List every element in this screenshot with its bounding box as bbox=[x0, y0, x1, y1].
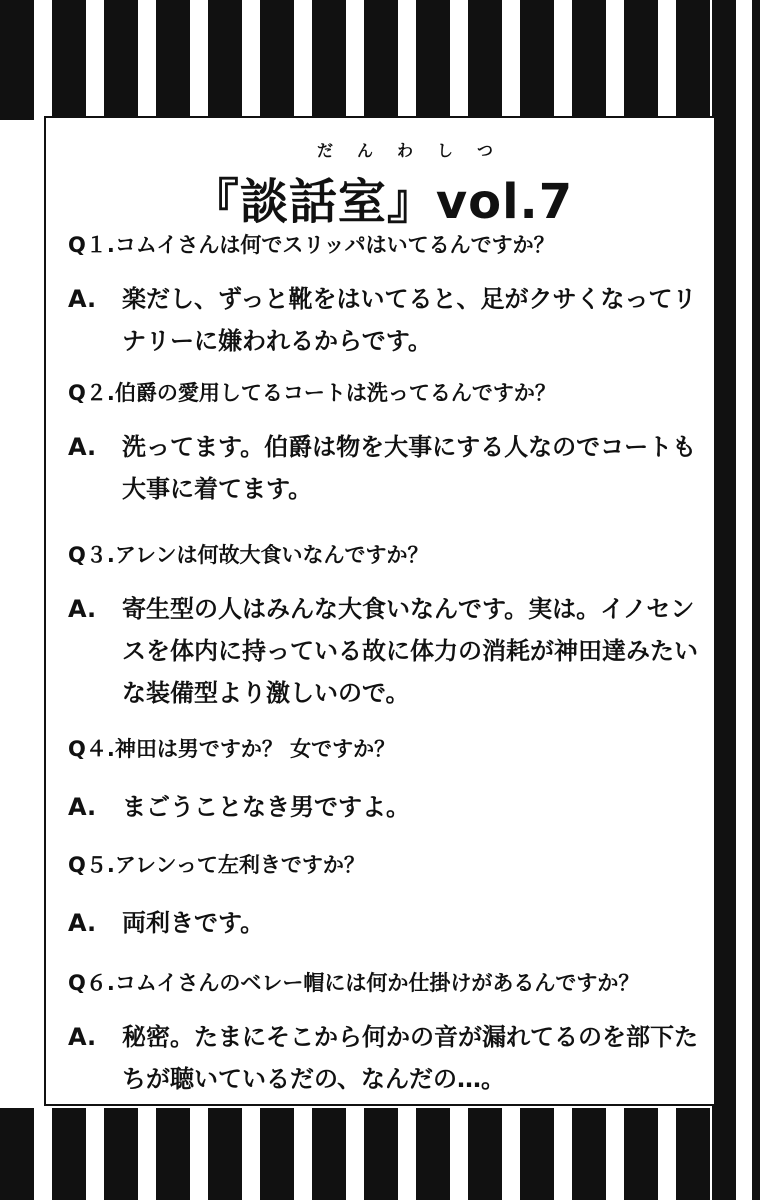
top-stripe-border bbox=[0, 0, 760, 120]
answer-text: 秘密。たまにそこから何かの音が漏れてるのを部下たちが聴いているだの、なんだの…。 bbox=[122, 1023, 698, 1093]
qa-item-6 bbox=[68, 964, 698, 1100]
bottom-stripe-border bbox=[0, 1108, 760, 1200]
qa-item-4 bbox=[68, 730, 698, 828]
answer-label: A. bbox=[68, 595, 97, 623]
question-1: Q１.コムイさんは何でスリッパはいてるんですか？ bbox=[68, 233, 555, 257]
question-6: Q６.コムイさんのベレー帽には何か仕掛けがあるんですか？ bbox=[68, 971, 640, 995]
answer-3 bbox=[68, 588, 698, 714]
answer-label: A. bbox=[68, 909, 97, 937]
question-5: Q５.アレンって左利きですか？ bbox=[68, 853, 365, 877]
qa-panel bbox=[44, 116, 716, 1106]
question-3: Q３.アレンは何故大食いなんですか？ bbox=[68, 543, 429, 567]
page-title: 『談話室』vol.7 bbox=[190, 174, 574, 230]
answer-5 bbox=[68, 902, 698, 944]
question-4: Q４.神田は男ですか？ 女ですか？ bbox=[68, 737, 396, 761]
answer-label: A. bbox=[68, 1023, 97, 1051]
question-2: Q２.伯爵の愛用してるコートは洗ってるんですか？ bbox=[68, 381, 556, 405]
qa-item-1 bbox=[68, 226, 698, 362]
answer-label: A. bbox=[68, 433, 97, 461]
answer-label: A. bbox=[68, 793, 97, 821]
qa-item-3 bbox=[68, 536, 698, 714]
answer-text: 両利きです。 bbox=[122, 909, 265, 937]
answer-2 bbox=[68, 426, 698, 510]
answer-6 bbox=[68, 1016, 698, 1100]
answer-text: まごうことなき男ですよ。 bbox=[122, 793, 410, 821]
answer-text: 洗ってます。伯爵は物を大事にする人なのでコートも大事に着てます。 bbox=[122, 433, 697, 503]
answer-text: 楽だし、ずっと靴をはいてると、足がクサくなってリナリーに嫌われるからです。 bbox=[122, 285, 697, 355]
qa-item-5 bbox=[68, 846, 698, 944]
answer-4 bbox=[68, 786, 698, 828]
title-ruby: だんわしつ bbox=[316, 141, 517, 160]
right-stripe-border bbox=[712, 0, 760, 1200]
answer-text: 寄生型の人はみんな大食いなんです。実は。イノセンスを体内に持っている故に体力の消耗が神田達みたいな装備型より激しいので。 bbox=[122, 595, 698, 707]
title-block bbox=[46, 138, 718, 232]
answer-label: A. bbox=[68, 285, 97, 313]
qa-item-2 bbox=[68, 374, 698, 510]
answer-1 bbox=[68, 278, 698, 362]
